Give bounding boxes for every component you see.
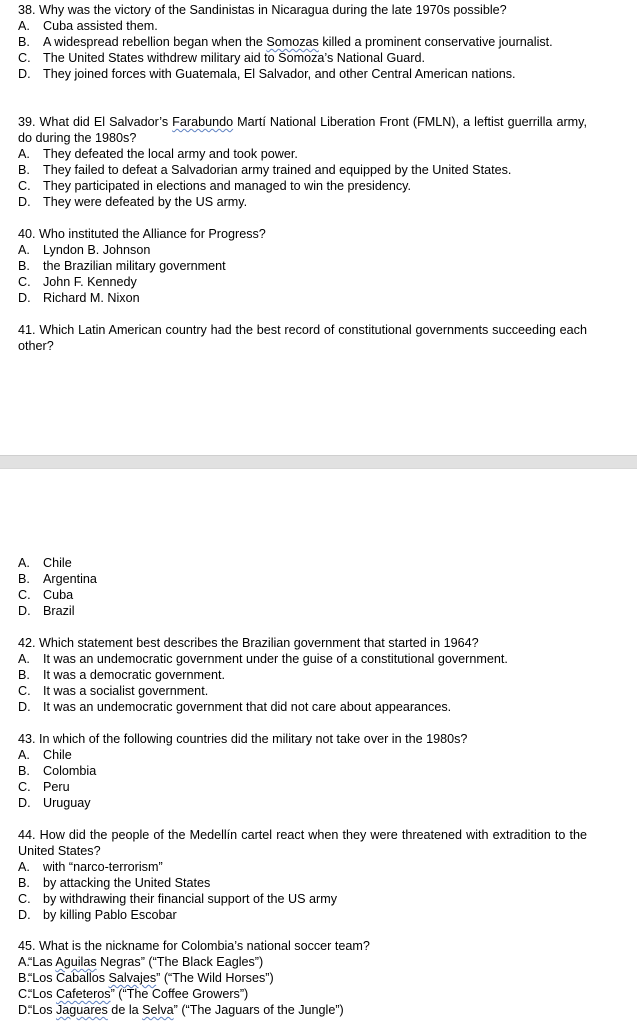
option-c (0, 891, 637, 907)
question-stem: 41. Which Latin American country had the best record of constitutional governments succeeding each other? (18, 323, 587, 353)
option-d (0, 66, 637, 82)
option-c (0, 779, 637, 795)
option-text: It was a socialist government. (43, 684, 209, 698)
option-text: Cuba assisted them. (43, 19, 158, 33)
spellcheck-word: Cafeteros (56, 987, 111, 1001)
question-stem: 38. Why was the victory of the Sandinistas in Nicaragua during the late 1970s possible? (18, 3, 507, 17)
option-letter: A. (18, 19, 30, 33)
option-c (0, 587, 637, 603)
option-text (28, 970, 637, 986)
option-letter: A. (18, 748, 30, 762)
option-letter: A. (18, 556, 30, 570)
question-39 (0, 114, 637, 210)
option-letter: C. (18, 179, 31, 193)
question-41-options (0, 555, 637, 619)
option-a (0, 859, 637, 875)
option-letter: C. (18, 684, 31, 698)
option-text: They participated in elections and managed to win the presidency. (43, 179, 412, 193)
option-b (0, 258, 637, 274)
option-text: John F. Kennedy (43, 275, 137, 289)
option-c (0, 274, 637, 290)
option-letter: C. (18, 780, 31, 794)
option-b (0, 970, 637, 986)
option-text: by killing Pablo Escobar (43, 908, 177, 922)
text-run: ” (“The Wild Horses”) (156, 971, 274, 985)
spellcheck-word: Selva (142, 1003, 174, 1017)
option-a (0, 651, 637, 667)
option-letter: C. (18, 892, 31, 906)
option-b (0, 875, 637, 891)
option-text: They joined forces with Guatemala, El Salvador, and other Central American nations. (43, 67, 516, 81)
question-stem (18, 114, 587, 146)
option-letter: D. (18, 908, 31, 922)
option-d (0, 194, 637, 210)
option-a (0, 747, 637, 763)
option-text (28, 1002, 637, 1018)
option-letter: A. (18, 147, 30, 161)
option-c (0, 178, 637, 194)
option-text: by withdrawing their financial support of the US army (43, 892, 337, 906)
option-letter: D. (18, 700, 31, 714)
option-c (0, 683, 637, 699)
option-text: Peru (43, 780, 70, 794)
spellcheck-word: Farabundo (172, 115, 234, 129)
option-c (0, 986, 637, 1002)
option-letter: D. (18, 796, 31, 810)
text-run: de la (107, 1003, 143, 1017)
option-letter: B. (18, 163, 30, 177)
text-run: “Los (28, 1003, 56, 1017)
option-b (0, 667, 637, 683)
option-text (28, 954, 637, 970)
question-stem: 44. How did the people of the Medellín cartel react when they were threatened with extradition to the United States? (18, 828, 587, 858)
option-text: Chile (43, 748, 72, 762)
spellcheck-word: Jaguares (56, 1003, 108, 1017)
option-a (0, 18, 637, 34)
text-run: Martí National Liberation Front (FMLN), a leftist guerrilla army, do during the 1980s? (18, 115, 587, 145)
option-text: They failed to defeat a Salvadorian army trained and equipped by the United States. (43, 163, 512, 177)
option-letter: D. (18, 604, 31, 618)
spellcheck-word: Somozas (266, 35, 319, 49)
question-38 (0, 2, 637, 82)
question-stem: 43. In which of the following countries did the military not take over in the 1980s? (18, 732, 468, 746)
option-d (0, 603, 637, 619)
option-a (0, 555, 637, 571)
spellcheck-word: Aguilas (55, 955, 97, 969)
option-text: Lyndon B. Johnson (43, 243, 151, 257)
option-letter: C. (18, 51, 31, 65)
option-text: They defeated the local army and took power. (43, 147, 298, 161)
option-text: It was an undemocratic government that did not care about appearances. (43, 700, 452, 714)
option-text: the Brazilian military government (43, 259, 226, 273)
page-break (0, 455, 637, 469)
option-d (0, 795, 637, 811)
option-text: with “narco-terrorism” (43, 860, 163, 874)
option-letter: D. (18, 291, 31, 305)
option-a (0, 242, 637, 258)
option-letter: B. (18, 668, 30, 682)
question-40 (0, 226, 637, 306)
option-c (0, 50, 637, 66)
option-text (43, 34, 637, 50)
option-text: It was a democratic government. (43, 668, 225, 682)
option-d (0, 699, 637, 715)
text-run: 39. What did El Salvador’s (18, 115, 173, 129)
option-letter: B. (18, 876, 30, 890)
option-b (0, 34, 637, 50)
option-letter: B. (18, 572, 30, 586)
option-a (0, 954, 637, 970)
option-text: Uruguay (43, 796, 91, 810)
option-a (0, 146, 637, 162)
text-run: “Las (28, 955, 56, 969)
option-text: Cuba (43, 588, 74, 602)
option-text: Colombia (43, 764, 97, 778)
option-text: It was an undemocratic government under the guise of a constitutional government. (43, 652, 508, 666)
option-letter: B. (18, 35, 30, 49)
option-text: by attacking the United States (43, 876, 211, 890)
question-stem: 42. Which statement best describes the Brazilian government that started in 1964? (18, 636, 479, 650)
question-42 (0, 635, 637, 715)
spellcheck-word: Salvajes (108, 971, 157, 985)
text-run: killed a prominent conservative journalist. (318, 35, 553, 49)
option-text: Brazil (43, 604, 75, 618)
question-stem: 40. Who instituted the Alliance for Progress? (18, 227, 266, 241)
question-43 (0, 731, 637, 811)
option-b (0, 763, 637, 779)
option-letter: B. (18, 764, 30, 778)
question-41 (0, 322, 637, 354)
option-letter: A. (18, 652, 30, 666)
text-run: “Los Caballos (28, 971, 109, 985)
option-letter: C. (18, 987, 31, 1001)
option-letter: D. (18, 1003, 31, 1017)
option-b (0, 571, 637, 587)
option-letter: C. (18, 588, 31, 602)
option-letter: B. (18, 259, 30, 273)
text-run: ” (“The Coffee Growers”) (110, 987, 249, 1001)
option-letter: B. (18, 971, 30, 985)
option-text (28, 986, 637, 1002)
option-d (0, 290, 637, 306)
option-b (0, 162, 637, 178)
option-letter: D. (18, 67, 31, 81)
text-run: ” (“The Jaguars of the Jungle”) (173, 1003, 344, 1017)
option-letter: D. (18, 195, 31, 209)
question-44 (0, 827, 637, 923)
option-text: Argentina (43, 572, 97, 586)
option-text: Richard M. Nixon (43, 291, 140, 305)
question-45 (0, 938, 637, 1018)
option-d (0, 907, 637, 923)
option-text: They were defeated by the US army. (43, 195, 248, 209)
option-letter: A. (18, 243, 30, 257)
question-stem: 45. What is the nickname for Colombia’s national soccer team? (18, 939, 370, 953)
option-letter: A. (18, 955, 30, 969)
option-text: Chile (43, 556, 72, 570)
option-letter: A. (18, 860, 30, 874)
text-run: Negras” (“The Black Eagles”) (96, 955, 264, 969)
option-d (0, 1002, 637, 1018)
option-letter: C. (18, 275, 31, 289)
text-run: “Los (28, 987, 56, 1001)
option-text: The United States withdrew military aid to Somoza’s National Guard. (43, 51, 425, 65)
text-run: A widespread rebellion began when the (43, 35, 267, 49)
